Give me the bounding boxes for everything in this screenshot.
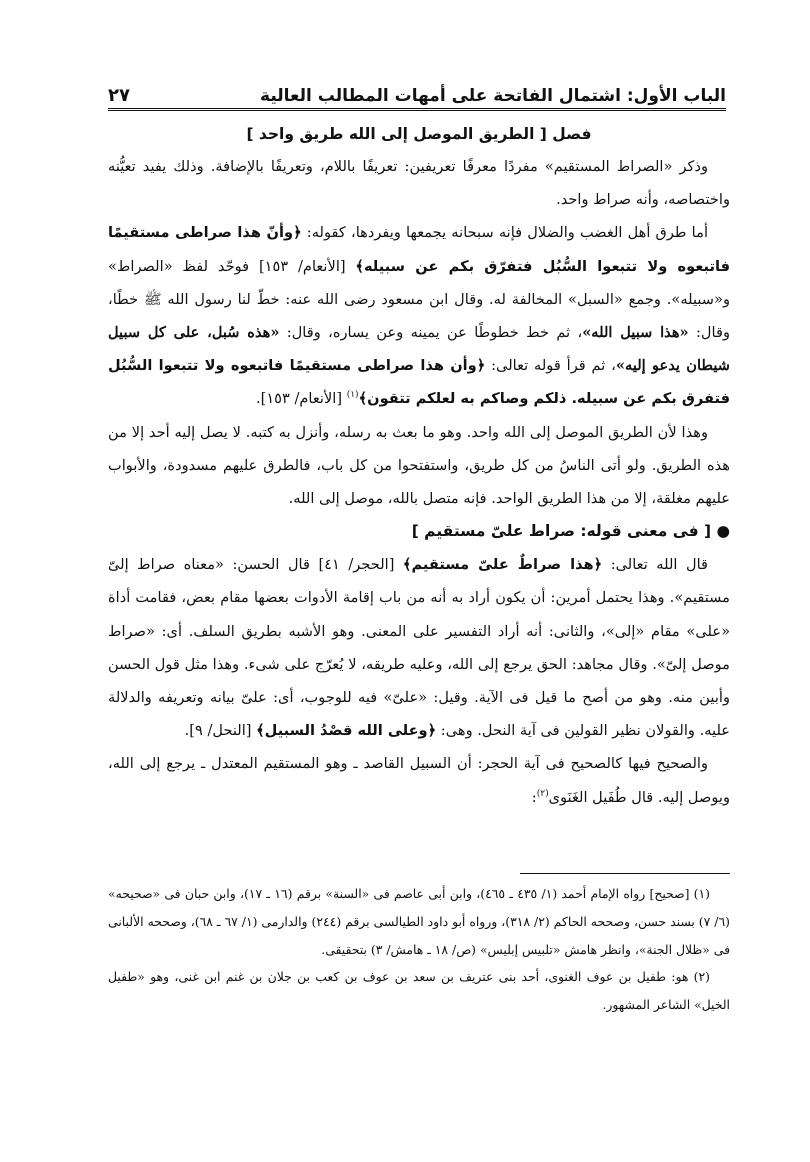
paragraph-correct-view xyxy=(108,747,730,813)
section-heading-meaning: ● [ فى معنى قوله: صراط علىّ مستقيم ] xyxy=(411,522,730,541)
text-span: [الأنعام/ ١٥٣]. xyxy=(255,390,347,408)
page-number: ٢٧ xyxy=(108,85,130,106)
paragraph-meaning-of-verse xyxy=(108,548,730,747)
paragraph-one-way: وهذا لأن الطريق الموصل إلى الله واحد. وهو ما بعث به رسله، وأنزل به كتبه. لا يصل إليه أحد إلا من هذه الطريق. ولو أتى الناسُ من كل طريق، واستفتحوا من كل باب، فالطرق عليهم مسدودة، والأبواب عليهم مغلقة، إلا من هذا الطريق الواحد. فإنه متصل بالله، موصل إلى الله. xyxy=(108,423,730,508)
footnote-marker: (١) xyxy=(346,390,359,401)
text-span: والصحيح فيها كالصحيح فى آية الحجر: أن السبيل القاصد ـ وهو المستقيم المعتدل ـ يرجع إلى الله، ويوصل إليه. قال طُفَيل الغَنَوى xyxy=(108,755,730,806)
text-span: قال الله تعالى: xyxy=(602,556,708,574)
page-header xyxy=(108,72,726,106)
footnote-two: (٢) هو: طفيل بن عوف الغنوى، أحد بنى عتريف بن سعد بن عوف بن كعب بن جلان بن غنم ابن غنى، وهو «طفيل الخيل» الشاعر المشهور. xyxy=(108,969,730,1013)
text-span: ، ثم خط خطوطًا عن يمينه وعن يساره، وقال: xyxy=(279,324,583,342)
quran-quote: ﴿وعلى الله قصْدُ السبيل﴾ xyxy=(256,722,437,740)
hadith-quote: «هذا سبيل الله» xyxy=(582,324,689,342)
paragraph-straight-path: وذكر «الصراط المستقيم» مفردًا معرفًا تعريفين: تعريفًا باللام، وتعريفًا بالإضافة. وذلك يفيد تعيُّنه واختصاصه، وأنه صراط واحد. xyxy=(108,158,730,209)
paragraph-paths-of-misguidance xyxy=(108,216,730,415)
text-span: ، ثم قرأ قوله تعالى: xyxy=(485,357,616,375)
quran-quote: ﴿هذا صراطٌ علىّ مستقيم﴾ xyxy=(402,556,603,574)
section-heading-one-path: فصل [ الطريق الموصل إلى الله طريق واحد ] xyxy=(246,125,592,143)
text-span: [الحجر/ ٤١] قال الحسن: «معناه صراط إلىّ مستقيم». وهذا يحتمل أمرين: أن يكون أراد به أنه من باب إقامة الأدوات بعضها مقام بعض، فقامت أداة «على» مقام «إلى»، والثانى: أنه أراد التفسير على المعنى. وهو الأشبه بطريق السلف. أى: «صراط موصل إلىّ». وقال مجاهد: الحق يرجع إلى الله، وعليه طريقه، لا يُعرّج على شىء. وهذا مثل قول الحسن وأبين منه. وهو من أصح ما قيل فى الآية. وقيل: «علىّ» فيه للوجوب، أى: علىّ بيانه وتعريفه والدلالة عليه. والقولان نظير القولين فى آية النحل. وهى: xyxy=(108,556,730,740)
text-span: [النحل/ ٩]. xyxy=(184,722,257,740)
hadith-quote: «هذه سُبل، على كل سبيل شيطان يدعو إليه» xyxy=(108,324,730,375)
quran-quote: ﴿وأنّ هذا صراطى مستقيمًا فاتبعوه ولا تتبعوا السُّبُل فتفرّق بكم عن سبيله﴾ xyxy=(108,224,731,275)
footnote-separator xyxy=(520,873,730,874)
footnote-marker: (٢) xyxy=(536,788,549,799)
text-span: : xyxy=(531,788,537,806)
main-text xyxy=(108,118,730,814)
footnote-one: (١) [صحيح] رواه الإمام أحمد (١/ ٤٣٥ ـ ٤٦٥)، وابن أبى عاصم فى «السنة» برقم (١٦ ـ ١٧)، وابن حبان فى «صحيحه» (٦/ ٧) بسند حسن، وصححه الحاكم (٢/ ٣١٨)، ورواه أبو داود الطيالسى برقم (٢٤٤) والدارمى (١/ ٦٧ ـ ٦٨)، وصححه الألبانى فى «ظلال الجنة»، وانظر هامش «تلبيس إبليس» (ص/ ١٨ ـ هامش/ ٣) بتحقيقى. xyxy=(108,886,730,957)
text-span: [الأنعام/ ١٥٣] فوحّد لفظ «الصراط» و«سبيله». وجمع «السبل» المخالفة له. وقال ابن مسعود رضى الله عنه: خطّ لنا رسول الله ﷺ خطًا، وقال: xyxy=(108,257,730,342)
quran-quote: ﴿وأن هذا صراطى مستقيمًا فاتبعوه ولا تتبعوا السُّبُل فتفرق بكم عن سبيله. ذلكم وصاكم به لعلكم تتقون﴾ xyxy=(108,357,730,408)
running-title: الباب الأول: اشتمال الفاتحة على أمهات المطالب العالية xyxy=(260,86,726,106)
footnotes xyxy=(108,880,730,1019)
header-rule xyxy=(108,108,726,111)
text-span: أما طرق أهل الغضب والضلال فإنه سبحانه يجمعها ويفردها، كقوله: xyxy=(301,224,709,242)
